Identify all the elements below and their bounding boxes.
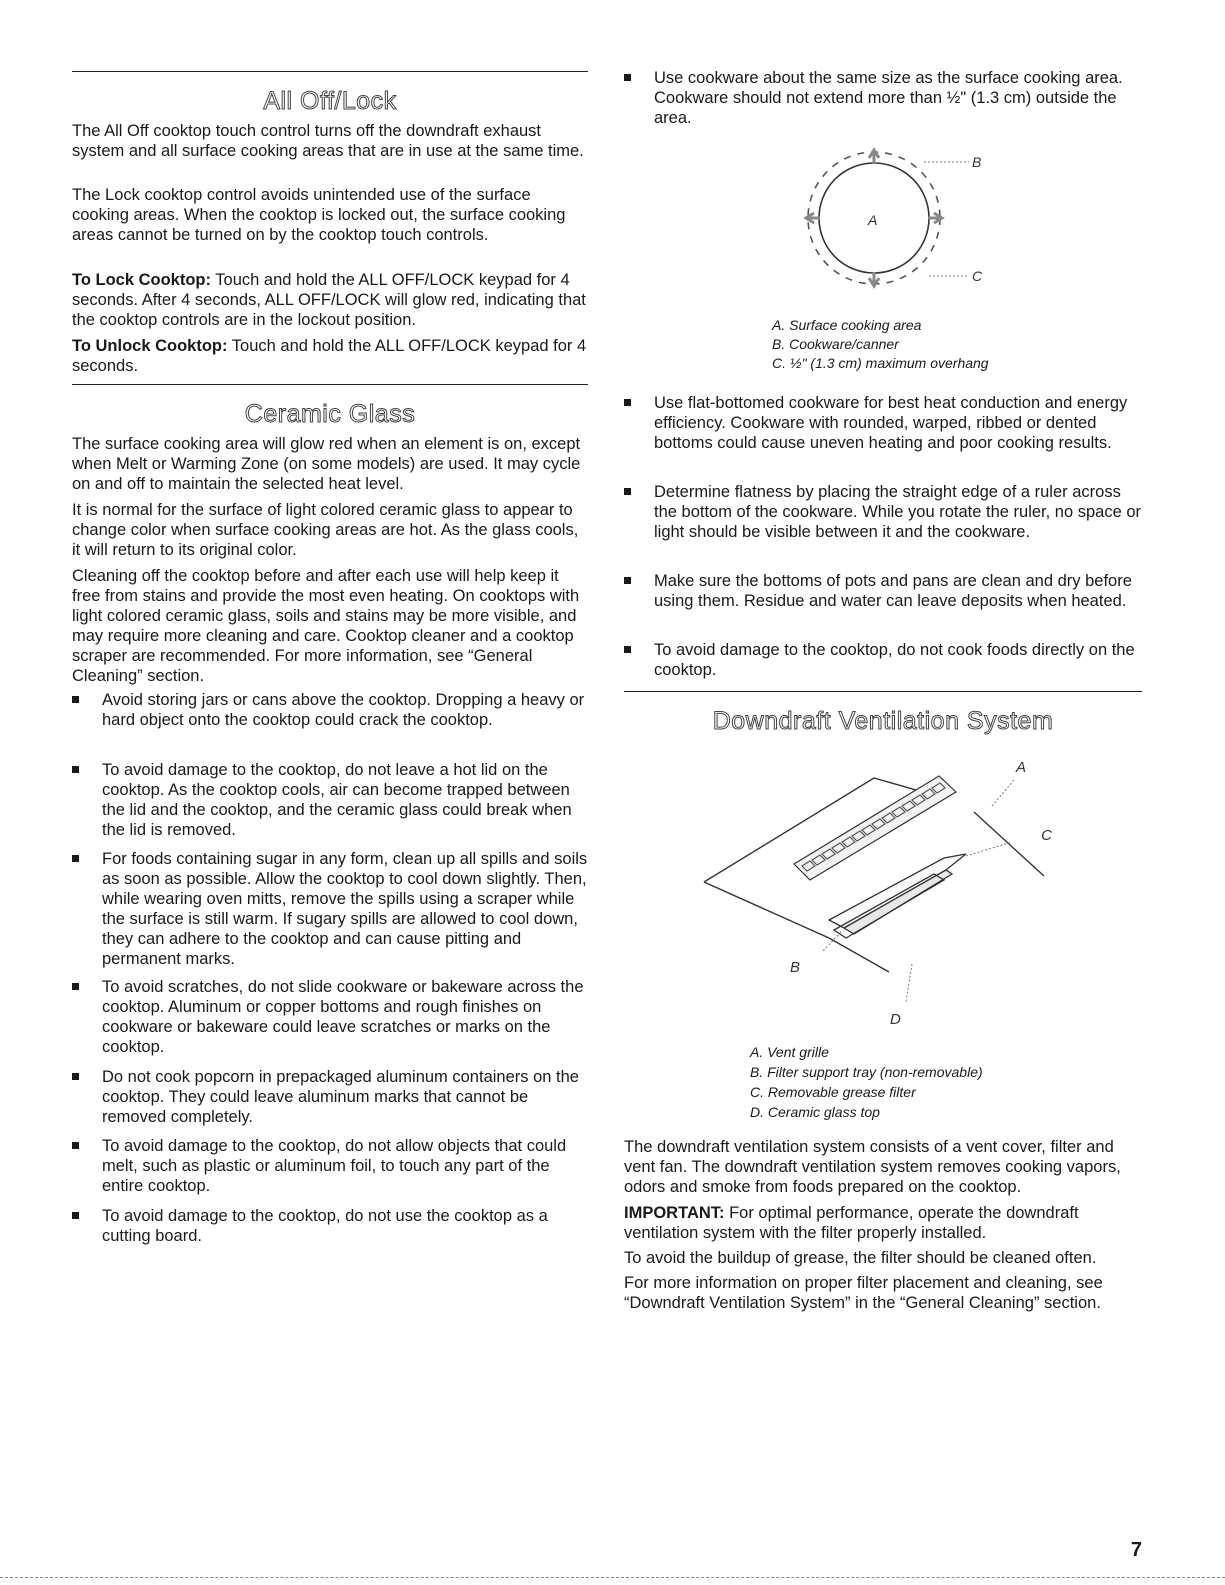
lock-label: To Lock Cooktop: xyxy=(72,271,212,289)
grease-filter xyxy=(829,854,966,938)
bullet-icon xyxy=(624,399,631,406)
ceramic-paragraph-1: The surface cooking area will glow red when an element is on, except when Melt or Warming Zone (on some models) are used. It may cycle on and off to maintain the selected heat level. xyxy=(72,435,581,493)
downdraft-heading: Downdraft Ventilation System xyxy=(712,707,1054,735)
lock-text: Touch and hold the ALL OFF/LOCK keypad for 4 seconds. After 4 seconds, ALL OFF/LOCK will glow red, indicating that the cooktop controls are in the lockout position. xyxy=(72,271,586,329)
unlock-label: To Unlock Cooktop: xyxy=(72,337,228,355)
callout-line xyxy=(822,932,841,952)
cookware-size-diagram xyxy=(734,136,1034,306)
bullet-icon xyxy=(72,983,79,990)
label-b: B xyxy=(972,154,982,170)
section-rule xyxy=(72,384,588,385)
downdraft-paragraph-1: The downdraft ventilation system consists of a vent cover, filter and vent fan. The downdraft ventilation system removes cooking vapors, odors and smoke from foods prepared on the cooktop. xyxy=(624,1138,1121,1196)
figure-caption-c: C. ½" (1.3 cm) maximum overhang xyxy=(772,355,989,371)
section-rule xyxy=(72,71,588,72)
ceramic-paragraph-3: Cleaning off the cooktop before and after each use will help keep it free from stains and provide the most even heating. On cooktops with light colored ceramic glass, soils and stains may be more visible, and may require more cleaning and care. Cooktop cleaner and a cooktop scraper are recommended. For more information, see “General Cleaning” section. xyxy=(72,567,580,685)
unlock-instructions xyxy=(72,336,588,376)
downdraft-paragraph-3: For more information on proper filter placement and cleaning, see “Downdraft Ventilation System” in the “General Cleaning” section. xyxy=(624,1274,1103,1312)
important-label: IMPORTANT: xyxy=(624,1204,725,1222)
important-text: For optimal performance, operate the downdraft ventilation system with the filter properly installed. xyxy=(624,1204,1079,1242)
downdraft-diagram xyxy=(694,752,1054,1032)
figure-caption-a: A. Vent grille xyxy=(750,1044,829,1060)
figure-caption-a: A. Surface cooking area xyxy=(772,317,922,333)
bullet-icon xyxy=(624,577,631,584)
all-off-lock-heading: All Off/Lock xyxy=(263,87,397,115)
label-a: A xyxy=(868,212,878,228)
page-number: 7 xyxy=(1130,1539,1142,1561)
bullet-icon xyxy=(72,1142,79,1149)
bullet-icon xyxy=(624,74,631,81)
callout-line xyxy=(906,964,912,1002)
label-a: A xyxy=(1016,759,1027,776)
label-d: D xyxy=(890,1011,901,1028)
figure-caption-b: B. Cookware/canner xyxy=(772,336,899,352)
figure-caption-d: D. Ceramic glass top xyxy=(750,1104,880,1120)
important-note xyxy=(624,1203,1142,1243)
downdraft-paragraph-2: To avoid the buildup of grease, the filter should be cleaned often. xyxy=(624,1249,1097,1267)
label-c: C xyxy=(972,268,983,284)
page-bottom-border xyxy=(0,1577,1225,1578)
unlock-text: Touch and hold the ALL OFF/LOCK keypad for 4 seconds. xyxy=(72,337,587,375)
section-rule xyxy=(624,691,1142,692)
figure-caption-b: B. Filter support tray (non-removable) xyxy=(750,1064,983,1080)
bullet-icon xyxy=(624,488,631,495)
bullet-icon xyxy=(72,696,79,703)
label-b: B xyxy=(790,959,801,976)
ceramic-paragraph-2: It is normal for the surface of light colored ceramic glass to appear to change color when surface cooking areas are hot. As the glass cools, it will return to its original color. xyxy=(72,501,579,559)
bullet-icon xyxy=(72,1212,79,1219)
cooktop-edge xyxy=(974,812,1044,876)
callout-line xyxy=(966,842,1012,856)
label-c: C xyxy=(1041,827,1052,844)
bullet-icon xyxy=(72,1073,79,1080)
cooktop-edge xyxy=(829,938,889,972)
ceramic-glass-heading: Ceramic Glass xyxy=(244,400,416,428)
bullet-icon xyxy=(72,766,79,773)
lock-instructions xyxy=(72,270,588,330)
figure-caption-c: C. Removable grease filter xyxy=(750,1084,916,1100)
callout-line xyxy=(992,780,1014,806)
all-off-paragraph: The All Off cooktop touch control turns off the downdraft exhaust system and all surface cooking areas that are in use at the same time. xyxy=(72,122,584,160)
lock-paragraph: The Lock cooktop control avoids unintended use of the surface cooking areas. When the cooktop is locked out, the surface cooking areas cannot be turned on by the cooktop touch controls. xyxy=(72,186,566,244)
bullet-icon xyxy=(72,855,79,862)
bullet-icon xyxy=(624,646,631,653)
cooktop-edge xyxy=(704,882,829,938)
